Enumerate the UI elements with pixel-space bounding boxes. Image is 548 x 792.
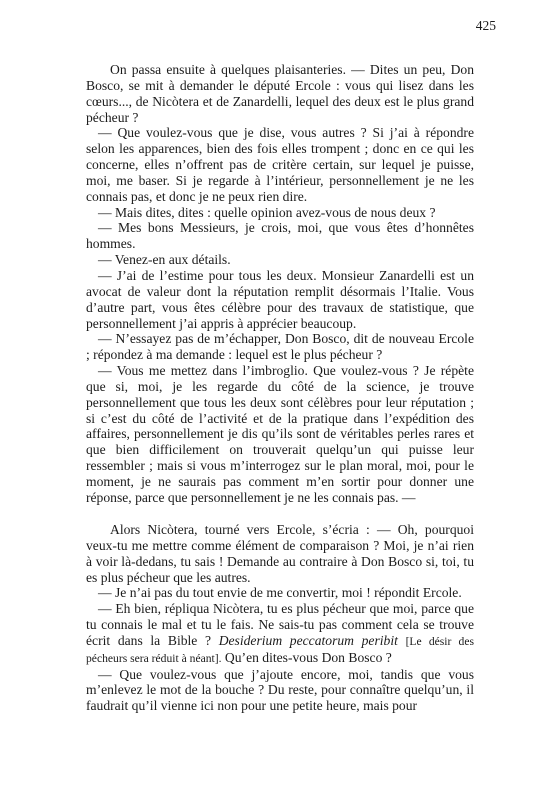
page-number: 425 — [475, 18, 496, 33]
paragraph: On passa ensuite à quelques plaisanteries. — Dites un peu, Don Bosco, se mit à demander le député Ercole : vous qui lisez dans les cœurs..., de Nicòtera et de Zanardelli, lequel des deux est le plus grand pécheur ? — [86, 62, 474, 125]
paragraph: — J’ai de l’estime pour tous les deux. Monsieur Zanardelli est un avocat de valeur dont la réputation remplit désormais l’Italie. Vous d’autre part, vous êtes célèbre pour des travaux de statistique, que personnellement j’ai appris à apprécier beaucoup. — [86, 267, 474, 331]
paragraph-text: Qu’en dites-vous Don Bosco ? — [224, 649, 392, 665]
paragraph — [86, 601, 474, 666]
paragraph: — Mes bons Messieurs, je crois, moi, que vous êtes d’honnêtes hommes. — [86, 220, 474, 252]
paragraph: Alors Nicòtera, tourné vers Ercole, s’écria : — Oh, pourquoi veux-tu me mettre comme élément de comparaison ? Moi, je n’ai rien à voir là-dedans, tu sais ! Demande au contraire à Don Bosco si, toi, tu es plus pécheur que les autres. — [86, 522, 474, 585]
paragraph: — Je n’ai pas du tout envie de me convertir, moi ! répondit Ercole. — [98, 585, 462, 601]
translation-note: [Le désir des pécheurs sera réduit à néant]. — [86, 634, 474, 665]
paragraph-text: — Eh bien, répliqua Nicòtera, tu es plus pécheur que moi, parce que tu connais le mal et tu le fais. Ne sais-tu pas comment cela se trouve écrit dans la Bible ? — [86, 601, 474, 648]
paragraph: — Vous me mettez dans l’imbroglio. Que voulez-vous ? Je répète que si, moi, je les regarde du côté de la science, je trouve personnellement que tous les deux sont célèbres pour leur réputation ; si c’est du côté de l’activité et de la pratique dans l’expédition des affaires, personnellement je dis qu’ils sont de véritables perles rares et que bien difficilement on trouverait quelqu’un qui puisse leur ressembler ; mais si vous m’interrogez sur le plan moral, moi, pour le moment, je ne saurais pas comment m’en sortir pour donner une réponse, parce que personnellement je ne les connais pas. — — [86, 363, 474, 505]
paragraph: — Mais dites, dites : quelle opinion avez-vous de nous deux ? — [98, 204, 436, 220]
latin-quote: Desiderium peccatorum peribit — [218, 632, 398, 648]
text-block-bottom — [86, 522, 474, 714]
paragraph: — Que voulez-vous que j’ajoute encore, moi, tandis que vous m’enlevez le mot de la bouche ? Du reste, pour connaître quelqu’un, il faudrait qu’il vienne ici non pour une petite heure, mais pour — [86, 666, 474, 714]
paragraph: — N’essayez pas de m’échapper, Don Bosco, dit de nouveau Ercole ; répondez à ma demande : lequel est le plus pécheur ? — [86, 331, 474, 363]
text-block-top — [86, 62, 474, 506]
paragraph: — Venez-en aux détails. — [98, 252, 231, 268]
paragraph: — Que voulez-vous que je dise, vous autres ? Si j’ai à répondre selon les apparences, bien des fois elles trompent ; donc en ce qui les concerne, elles n’offrent pas de critère certain, sur lequel je puisse, moi, me baser. Si je regarde à l’intérieur, personnellement je ne les connais pas, et donc je ne peux rien dire. — [86, 125, 474, 204]
